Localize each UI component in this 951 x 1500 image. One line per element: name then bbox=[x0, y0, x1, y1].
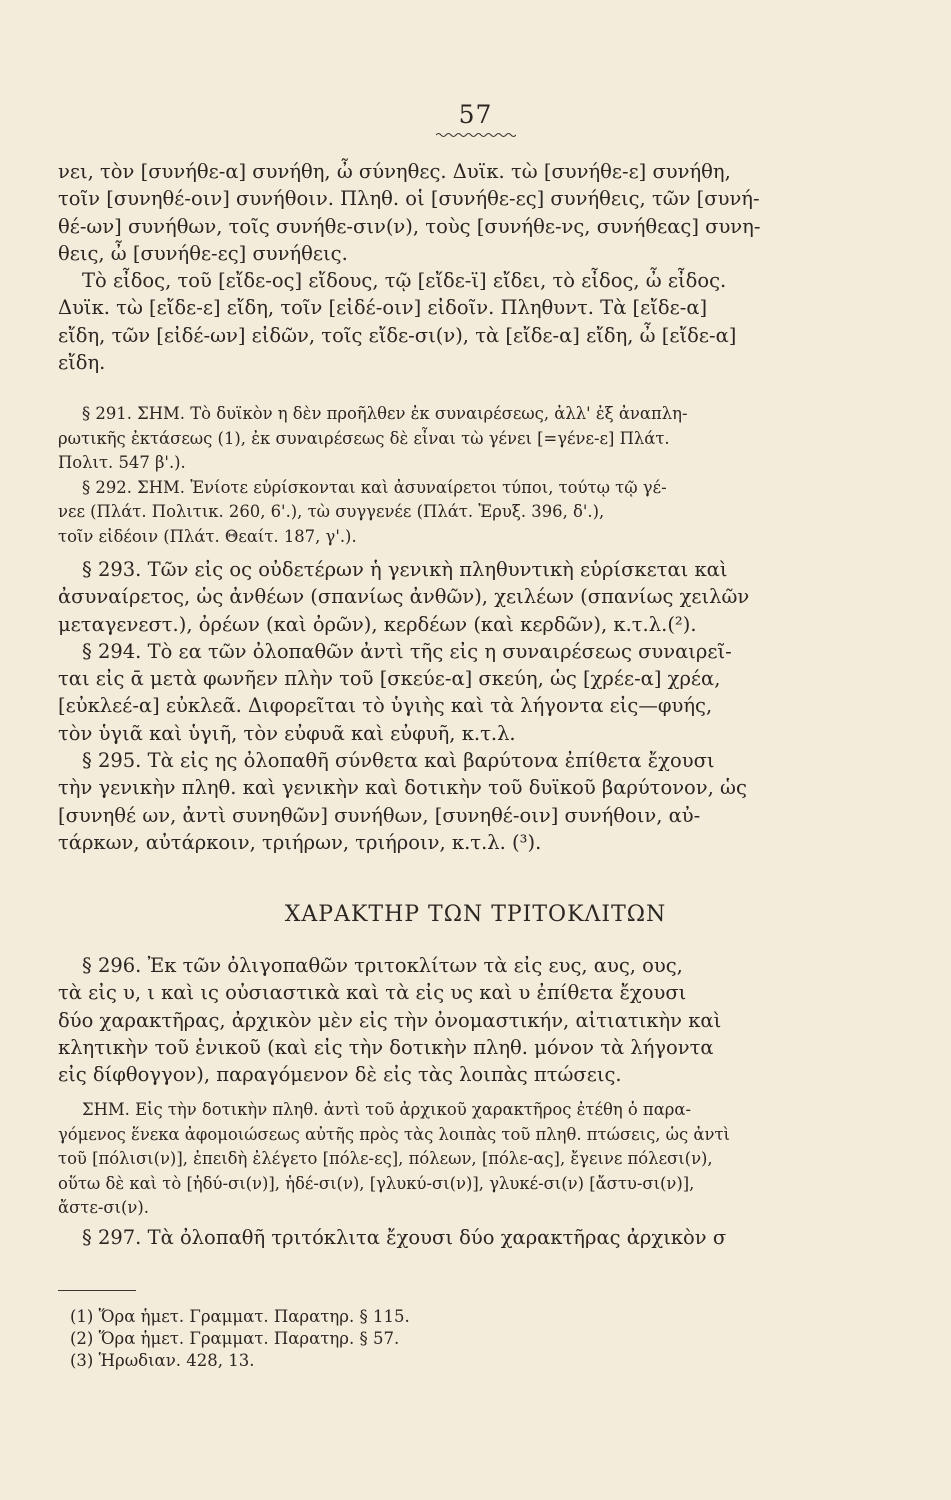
text-line: εἴδη. bbox=[58, 351, 106, 375]
paragraph-296 bbox=[58, 952, 894, 1088]
notes-291-292 bbox=[58, 402, 894, 549]
text-line: § 297. Τὰ ὀλοπαθῆ τριτόκλιτα ἔχουσι δύο χαρακτῆρας ἀρχικὸν σ bbox=[82, 1226, 727, 1249]
text-line: τὴν γενικὴν πληθ. καὶ γενικὴν καὶ δοτικὴν τοῦ δυϊκοῦ βαρύτονον, ὡς bbox=[58, 776, 747, 800]
text-line: τοῖν εἰδέοιν (Πλάτ. Θεαίτ. 187, γ'.). bbox=[58, 526, 357, 546]
text-line: ται εἰς ᾱ μετὰ φωνῆεν πλὴν τοῦ [σκεύε-α] σκεύη, ὡς [χρέε-α] χρέα, bbox=[58, 667, 721, 691]
text-line: § 295. Τὰ εἰς ης ὀλοπαθῆ σύνθετα καὶ βαρύτονα ἐπίθετα ἔχουσι bbox=[82, 749, 715, 773]
text-line: [εὐκλεέ-α] εὐκλεᾶ. Διφορεῖται τὸ ὑγιὴς καὶ τὰ λήγοντα εἰς—φυής, bbox=[58, 694, 713, 718]
text-line: εἰς δίφθογγον), παραγόμενον δὲ εἰς τὰς λοιπὰς πτώσεις. bbox=[58, 1063, 622, 1087]
page-number-ornament bbox=[436, 132, 516, 138]
text-line: γόμενος ἕνεκα ἀφομοιώσεως αὐτῆς πρὸς τὰς λοιπὰς τοῦ πληθ. πτώσεις, ὡς ἀντὶ bbox=[58, 1124, 730, 1144]
text-line: ΣΗΜ. Εἰς τὴν δοτικὴν πληθ. ἀντὶ τοῦ ἀρχικοῦ χαρακτῆρος ἐτέθη ὁ παρα- bbox=[82, 1100, 692, 1119]
text-line: § 296. Ἐκ τῶν ὀλιγοπαθῶν τριτοκλίτων τὰ εἰς ευς, αυς, ους, bbox=[82, 954, 683, 977]
text-line: § 294. Τὸ εα τῶν ὀλοπαθῶν ἀντὶ τῆς εἰς η συναιρέσεως συναιρεῖ- bbox=[82, 639, 732, 663]
text-line: § 292. ΣΗΜ. Ἐνίοτε εὑρίσκονται καὶ ἀσυναίρετοι τύποι, τούτῳ τῷ γέ- bbox=[82, 477, 667, 497]
text-line: [συνηθέ ων, ἀντὶ συνηθῶν] συνήθων, [συνηθέ-οιν] συνήθοιν, αὐ- bbox=[58, 803, 701, 827]
text-line: θέ-ων] συνήθων, τοῖς συνήθε-σιν(ν), τοὺς [συνήθε-νς, συνήθεας] συνη- bbox=[58, 214, 761, 238]
footnote: (2) Ὅρα ἡμετ. Γραμματ. Παρατηρ. § 57. bbox=[70, 1329, 400, 1348]
text-line: τοῦ [πόλισι(ν)], ἐπειδὴ ἐλέγετο [πόλε-ες], πόλεων, [πόλε-ας], ἔγεινε πόλεσι(ν), bbox=[58, 1149, 713, 1168]
text-line: Πολιτ. 547 β'.). bbox=[58, 453, 186, 472]
text-line: Δυϊκ. τὼ [εἴδε-ε] εἴδη, τοῖν [εἰδέ-οιν] εἰδοῖν. Πληθυντ. Τὰ [εἴδε-α] bbox=[58, 296, 708, 320]
text-line: μεταγενεστ.), ὀρέων (καὶ ὀρῶν), κερδέων (καὶ κερδῶν), κ.τ.λ.(²). bbox=[58, 612, 697, 636]
text-line: τοῖν [συνηθέ-οιν] συνήθοιν. Πληθ. οἱ [συνήθε-ες] συνήθεις, τῶν [συνή- bbox=[58, 187, 760, 211]
text-line: νεε (Πλάτ. Πολιτικ. 260, 6'.), τὼ συγγενέε (Πλάτ. Ἐρυξ. 396, δ'.), bbox=[58, 502, 605, 521]
text-line: Τὸ εἶδος, τοῦ [εἴδε-ος] εἴδους, τῷ [εἴδε-ϊ] εἴδει, τὸ εἶδος, ὦ εἶδος. bbox=[82, 269, 727, 293]
text-line: ρωτικῆς ἐκτάσεως (1), ἐκ συναιρέσεως δὲ εἶναι τὼ γένει [=γένε-ε] Πλάτ. bbox=[58, 428, 670, 448]
text-line: ἄστε-σι(ν). bbox=[58, 1198, 149, 1217]
page-number: 57 bbox=[458, 100, 493, 129]
note-296 bbox=[58, 1098, 894, 1221]
text-line: τὰ εἰς υ, ι καὶ ις οὐσιαστικὰ καὶ τὰ εἰς υς καὶ υ ἐπίθετα ἔχουσι bbox=[58, 981, 687, 1005]
paragraph-declension bbox=[58, 158, 894, 376]
paragraphs-293-295 bbox=[58, 556, 894, 856]
text-line: τὸν ὑγιᾶ καὶ ὑγιῆ, τὸν εὐφυᾶ καὶ εὐφυῆ, κ.τ.λ. bbox=[58, 721, 516, 745]
text-line: νει, τὸν [συνήθε-α] συνήθη, ὦ σύνηθες. Δυϊκ. τὼ [συνήθε-ε] συνήθη, bbox=[58, 160, 731, 183]
text-line: θεις, ὦ [συνήθε-ες] συνήθεις. bbox=[58, 241, 348, 265]
section-heading: ΧΑΡΑΚΤΗΡ ΤΩΝ ΤΡΙΤΟΚΛΙΤΩΝ bbox=[284, 902, 667, 927]
footnotes bbox=[70, 1306, 410, 1372]
footnote: (1) Ὅρα ἡμετ. Γραμματ. Παρατηρ. § 115. bbox=[70, 1307, 410, 1326]
text-line: ἀσυναίρετος, ὡς ἀνθέων (σπανίως ἀνθῶν), χειλέων (σπανίως χειλῶν bbox=[58, 585, 750, 609]
text-line: § 293. Τῶν εἰς ος οὐδετέρων ἡ γενικὴ πληθυντικὴ εὑρίσκεται καὶ bbox=[82, 558, 728, 581]
text-line: τάρκων, αὐτάρκοιν, τριήρων, τριήροιν, κ.τ.λ. (³). bbox=[58, 830, 542, 854]
text-line: κλητικὴν τοῦ ἑνικοῦ (καὶ εἰς τὴν δοτικὴν πληθ. μόνον τὰ λήγοντα bbox=[58, 1035, 714, 1059]
footnote-divider bbox=[58, 1290, 136, 1291]
text-line: δύο χαρακτῆρας, ἀρχικὸν μὲν εἰς τὴν ὀνομαστικήν, αἰτιατικὴν καὶ bbox=[58, 1008, 722, 1032]
text-line: § 291. ΣΗΜ. Τὸ δυϊκὸν η δὲν προῆλθεν ἐκ συναιρέσεως, ἀλλ' ἐξ ἀναπλη- bbox=[82, 404, 688, 423]
paragraph-297 bbox=[58, 1224, 894, 1251]
text-line: εἴδη, τῶν [εἰδέ-ων] εἰδῶν, τοῖς εἴδε-σι(ν), τὰ [εἴδε-α] εἴδη, ὦ [εἴδε-α] bbox=[58, 323, 737, 347]
footnote: (3) Ἡρωδιαν. 428, 13. bbox=[70, 1351, 255, 1370]
text-line: οὕτω δὲ καὶ τὸ [ἡδύ-σι(ν)], ἡδέ-σι(ν), [γλυκύ-σι(ν)], γλυκέ-σι(ν) [ἄστυ-σι(ν)], bbox=[58, 1173, 695, 1193]
